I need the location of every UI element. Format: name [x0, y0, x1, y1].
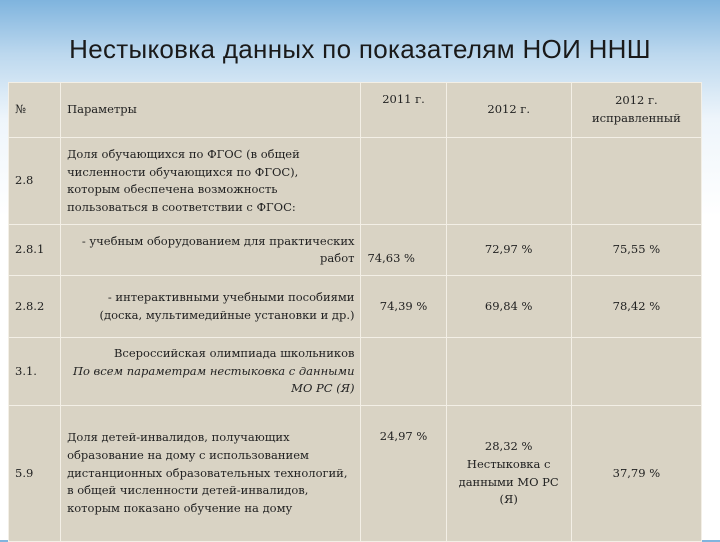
- header-num: №: [9, 83, 61, 138]
- table-row: [9, 276, 702, 338]
- header-2012: 2012 г.: [446, 83, 571, 138]
- row-value-2011: [361, 138, 446, 225]
- table-row: [9, 225, 702, 276]
- row-value-2011: 74,63 %: [361, 225, 446, 276]
- header-2012-fixed: 2012 г. исправленный: [571, 83, 701, 138]
- row-value-2012: [446, 338, 571, 406]
- row-value-2012: 28,32 % Нестыковка с данными МО РС (Я): [446, 406, 571, 542]
- row-param-cell: [61, 338, 361, 406]
- row-value-2012: 69,84 %: [446, 276, 571, 338]
- row-param-note: По всем параметрам нестыковка с данными МО РС (Я): [72, 363, 355, 396]
- row-param: Доля обучающихся по ФГОС (в общей численности обучающихся по ФГОС), которым обеспечена возможность пользоваться в соответствии с ФГОС:: [61, 138, 361, 225]
- table-row: [9, 406, 702, 542]
- row-param: Всероссийская олимпиада школьников: [113, 345, 355, 360]
- row-value-2012: 72,97 %: [446, 225, 571, 276]
- row-value-2012-fixed: [571, 338, 701, 406]
- row-num: 2.8: [9, 138, 61, 225]
- header-2011: 2011 г.: [361, 83, 446, 138]
- data-table: [8, 82, 702, 542]
- table-row: [9, 338, 702, 406]
- row-num: 2.8.1: [9, 225, 61, 276]
- row-value-2011: 74,39 %: [361, 276, 446, 338]
- row-value-2011: 24,97 %: [361, 406, 446, 542]
- row-num: 3.1.: [9, 338, 61, 406]
- row-param: Доля детей-инвалидов, получающих образование на дому с использованием дистанционных образовательных технологий, в общей численности детей-инвалидов, которым показано обучение на дому: [61, 406, 361, 542]
- row-num: 5.9: [9, 406, 61, 542]
- row-value-2012: [446, 138, 571, 225]
- row-value-2011: [361, 338, 446, 406]
- table-header-row: [9, 83, 702, 138]
- table-row: [9, 138, 702, 225]
- slide-title: Нестыковка данных по показателям НОИ ННШ: [69, 34, 651, 64]
- row-param: - учебным оборудованием для практических работ: [61, 225, 361, 276]
- row-value-2012-fixed: 78,42 %: [571, 276, 701, 338]
- header-param: Параметры: [61, 83, 361, 138]
- row-value-2012-fixed: [571, 138, 701, 225]
- row-value-2012-fixed: 37,79 %: [571, 406, 701, 542]
- row-param: - интерактивными учебными пособиями (доска, мультимедийные установки и др.): [61, 276, 361, 338]
- row-value-2012-fixed: 75,55 %: [571, 225, 701, 276]
- row-num: 2.8.2: [9, 276, 61, 338]
